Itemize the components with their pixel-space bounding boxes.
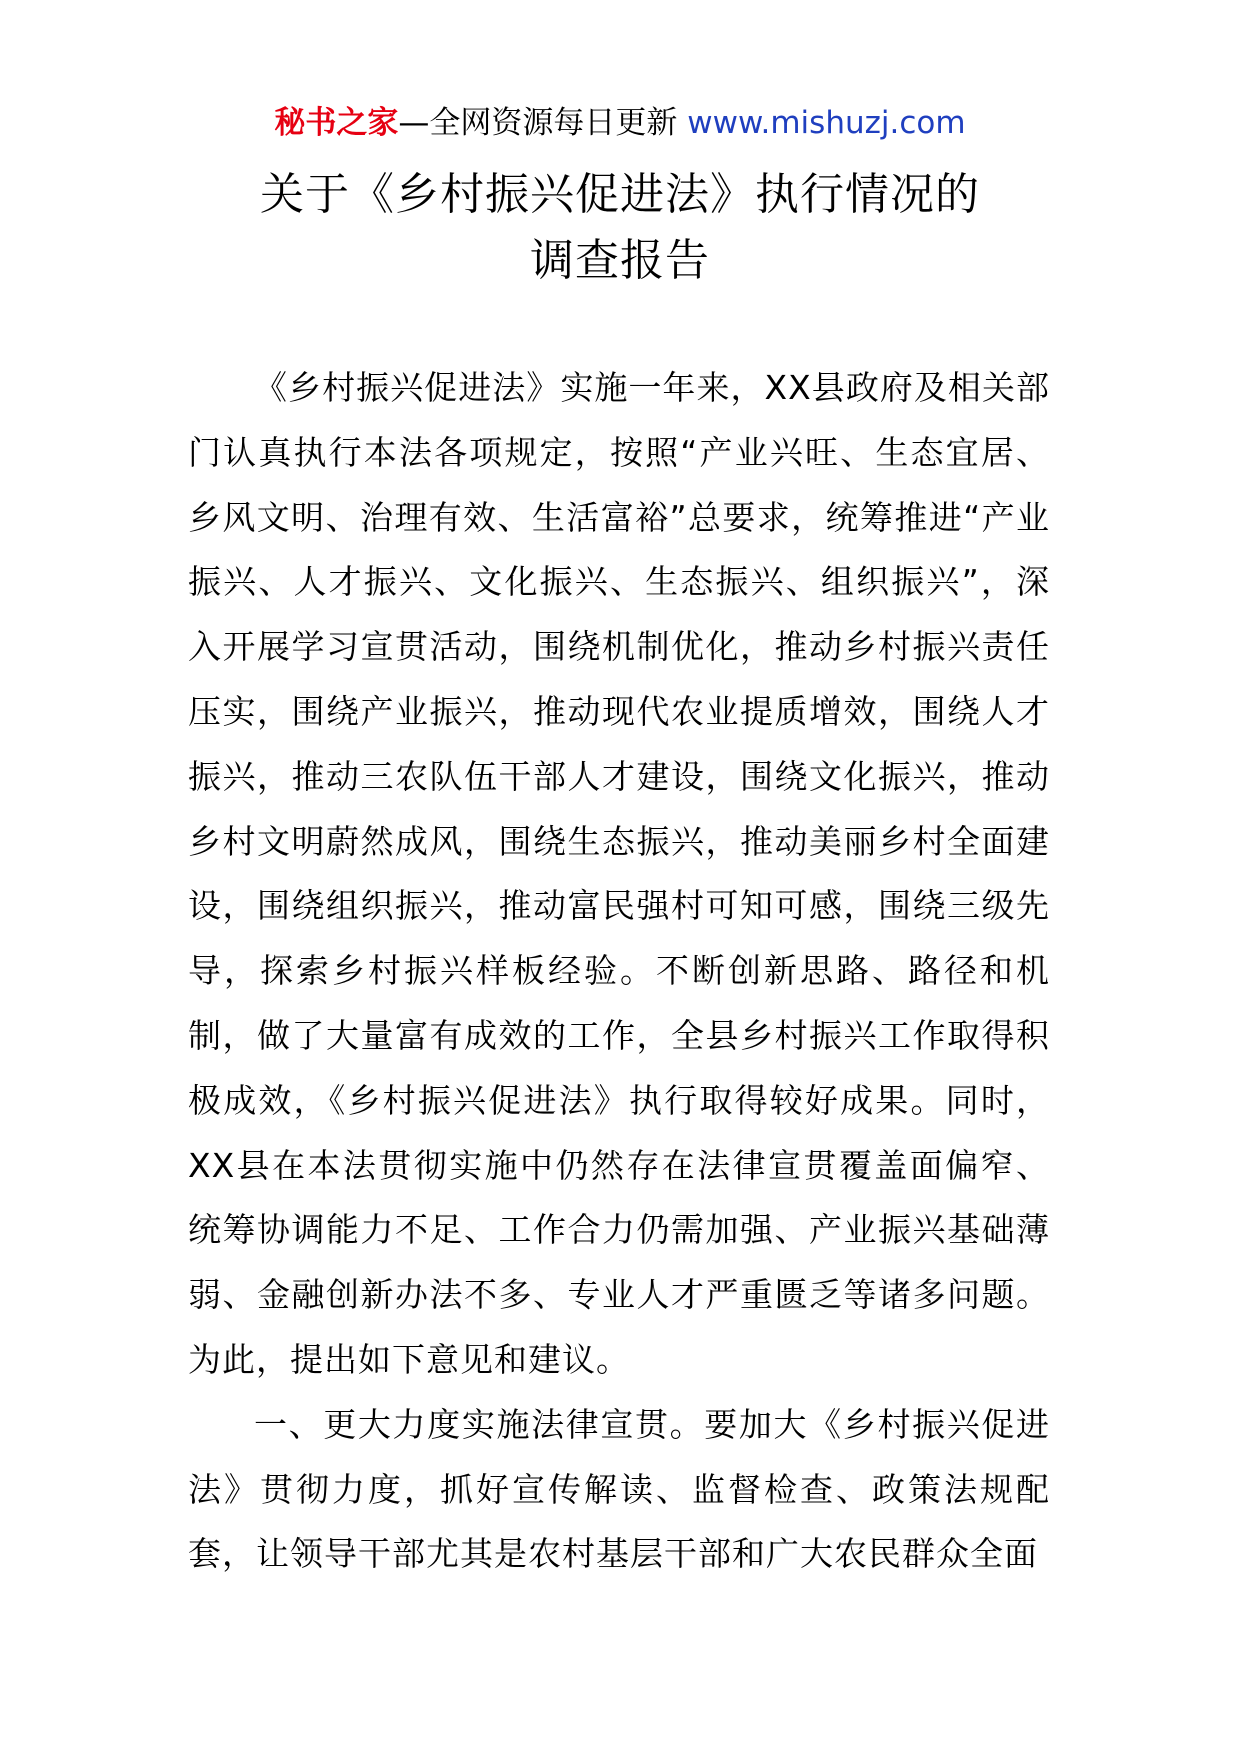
title-line-1: 关于《乡村振兴促进法》执行情况的 bbox=[260, 169, 980, 220]
title-line-2: 调查报告 bbox=[530, 235, 710, 286]
brand-name: 秘书之家 bbox=[274, 105, 399, 141]
document-body bbox=[188, 356, 1050, 1587]
header-slogan: —全网资源每日更新 bbox=[398, 105, 688, 141]
website-url: www.mishuzj.com bbox=[687, 105, 966, 141]
body-paragraph-intro: 《乡村振兴促进法》实施一年来，XX县政府及相关部门认真执行本法各项规定，按照“产业兴旺、生态宜居、乡风文明、治理有效、生活富裕”总要求，统筹推进“产业振兴、人才振兴、文化振兴、生态振兴、组织振兴”，深入开展学习宣贯活动，围绕机制优化，推动乡村振兴责任压实，围绕产业振兴，推动现代农业提质增效，围绕人才振兴，推动三农队伍干部人才建设，围绕文化振兴，推动乡村文明蔚然成风，围绕生态振兴，推动美丽乡村全面建设，围绕组织振兴，推动富民强村可知可感，围绕三级先导，探索乡村振兴样板经验。不断创新思路、路径和机制，做了大量富有成效的工作，全县乡村振兴工作取得积极成效，《乡村振兴促进法》执行取得较好成果。同时，XX县在本法贯彻实施中仍然存在法律宣贯覆盖面偏窄、统筹协调能力不足、工作合力仍需加强、产业振兴基础薄弱、金融创新办法不多、专业人才严重匮乏等诸多问题。为此，提出如下意见和建议。 bbox=[188, 368, 1050, 1379]
body-paragraph-section-1: 一、更大力度实施法律宣贯。要加大《乡村振兴促进法》贯彻力度，抓好宣传解读、监督检查、政策法规配套，让领导干部尤其是农村基层干部和广大农民群众全面 bbox=[188, 1404, 1050, 1574]
site-header-banner bbox=[0, 100, 1240, 146]
document-title bbox=[0, 162, 1240, 294]
